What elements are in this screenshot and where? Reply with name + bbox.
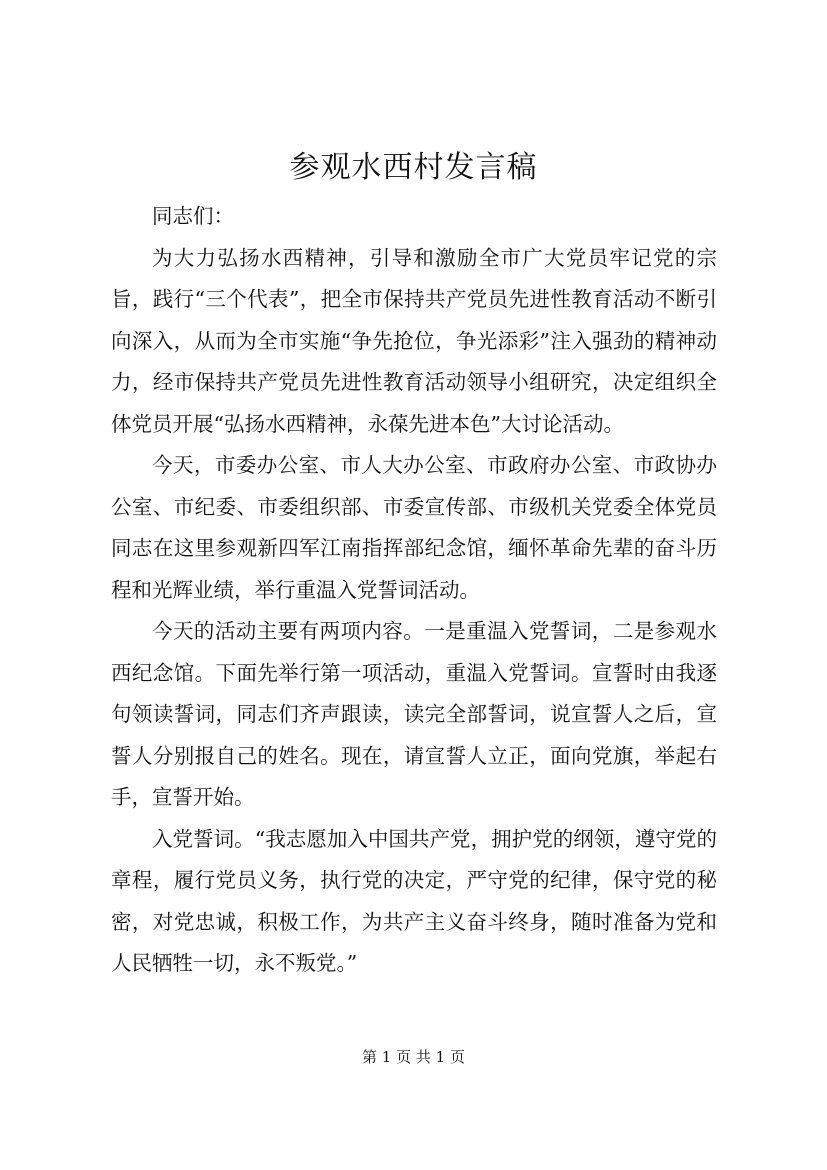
document-body [111,196,717,985]
oath-paragraph: 入党誓词。“我志愿加入中国共产党，拥护党的纲领，遵守党的章程，履行党员义务，执行党的决定，严守党的纪律，保守党的秘密，对党忠诚，积极工作，为共产主义奋斗终身，随时准备为党和人民牺牲一切，永不叛党。” [111,826,717,975]
page-number-footer: 第 1 页 共 1 页 [362,1048,465,1066]
body-paragraph: 为大力弘扬水西精神，引导和激励全市广大党员牢记党的宗旨，践行“三个代表”，把全市保持共产党员先进性教育活动不断引向深入，从而为全市实施“争先抢位，争光添彩”注入强劲的精神动力，经市保持共产党员先进性教育活动领导小组研究，决定组织全体党员开展“弘扬水西精神，永葆先进本色”大讨论活动。 [111,245,717,436]
document-title: 参观水西村发言稿 [289,150,538,185]
body-paragraph: 今天的活动主要有两项内容。一是重温入党誓词，二是参观水西纪念馆。下面先举行第一项活动，重温入党誓词。宣誓时由我逐句领读誓词，同志们齐声跟读，读完全部誓词，说宣誓人之后，宣誓人分别报自己的姓名。现在，请宣誓人立正，面向党旗，举起右手，宣誓开始。 [111,619,717,809]
body-paragraph: 今天，市委办公室、市人大办公室、市政府办公室、市政协办公室、市纪委、市委组织部、市委宣传部、市级机关党委全体党员同志在这里参观新四军江南指挥部纪念馆，缅怀革命先辈的奋斗历程和光辉业绩，举行重温入党誓词活动。 [111,453,717,602]
greeting-paragraph: 同志们： [152,204,234,228]
